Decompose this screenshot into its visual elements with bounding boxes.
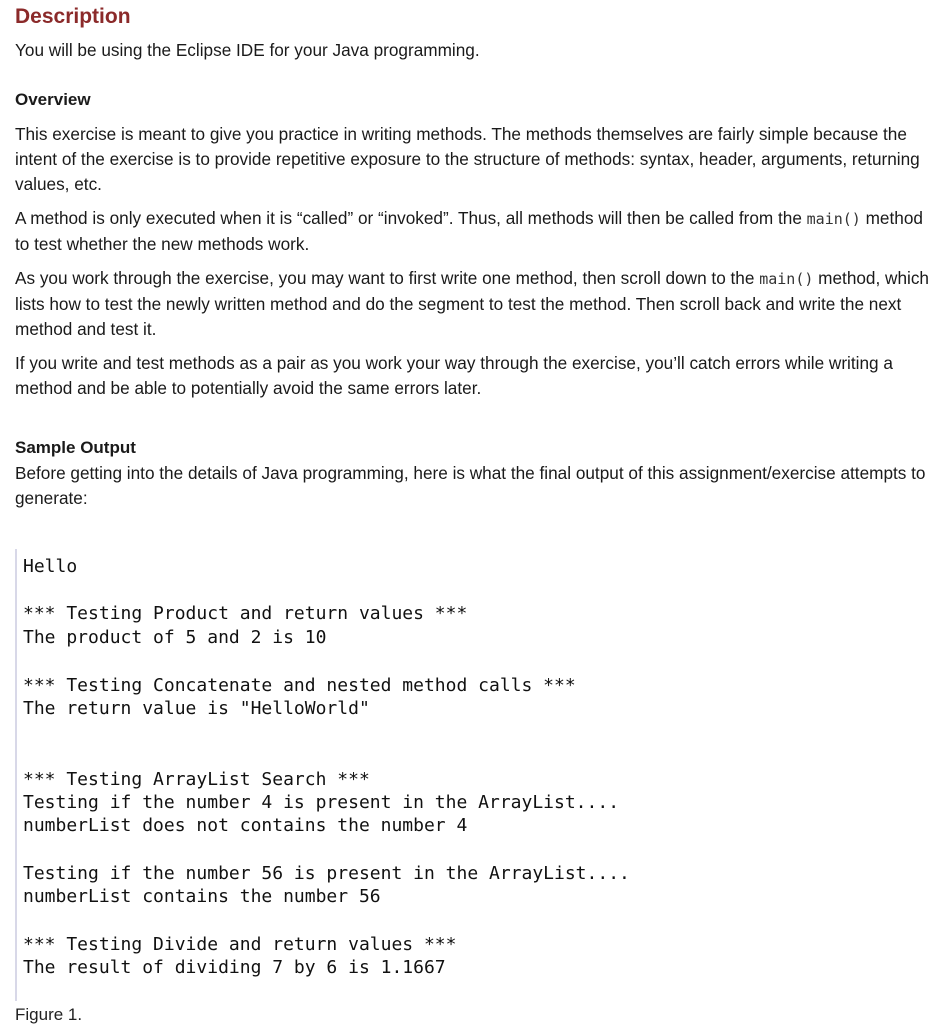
sample-output-block [15,549,677,1001]
paragraph-2-text-start: A method is only executed when it is “called” or “invoked”. Thus, all methods will then be called from the [15,208,807,228]
output-line: Testing if the number 4 is present in the ArrayList.... [23,792,620,813]
sample-output-description: Before getting into the details of Java programming, here is what the final output of this assignment/exercise attempts to generate: [15,463,926,508]
overview-paragraph-2 [15,206,930,257]
page-title: Description [15,5,131,28]
main-method-code: main() [759,270,814,288]
overview-paragraph-4: If you write and test methods as a pair as you work your way through the exercise, you’ll catch errors while writing a method and be able to potentially avoid the same errors later. [15,353,893,398]
output-line: *** Testing Divide and return values *** [23,934,457,955]
output-line: The product of 5 and 2 is 10 [23,627,327,648]
output-line: *** Testing ArrayList Search *** [23,769,370,790]
paragraph-2-text-end: method to test whether the new methods work. [15,208,923,254]
output-line: The result of dividing 7 by 6 is 1.1667 [23,957,446,978]
main-method-code: main() [806,210,861,228]
output-line: numberList does not contains the number 4 [23,815,468,836]
overview-paragraph-3 [15,266,930,342]
output-line: *** Testing Product and return values *** [23,603,468,624]
sample-output-heading: Sample Output [15,438,136,457]
figure-caption: Figure 1. [15,1005,83,1024]
output-line: The return value is "HelloWorld" [23,698,370,719]
paragraph-3-text-start: As you work through the exercise, you may want to first write one method, then scroll down to the [15,268,760,288]
paragraph-3-text-end: method, which lists how to test the newly written method and do the segment to test the method. Then scroll back and write the next method and test it. [15,268,929,339]
overview-heading: Overview [15,90,91,109]
output-line: Testing if the number 56 is present in the ArrayList.... [23,863,630,884]
intro-text: You will be using the Eclipse IDE for your Java programming. [15,40,480,60]
overview-paragraph-1: This exercise is meant to give you practice in writing methods. The methods themselves are fairly simple because the intent of the exercise is to provide repetitive exposure to the structure of methods: syntax, header, arguments, returning values, etc. [15,124,920,194]
output-line: numberList contains the number 56 [23,886,381,907]
output-line: Hello [23,556,78,577]
output-line: *** Testing Concatenate and nested method calls *** [23,675,576,696]
